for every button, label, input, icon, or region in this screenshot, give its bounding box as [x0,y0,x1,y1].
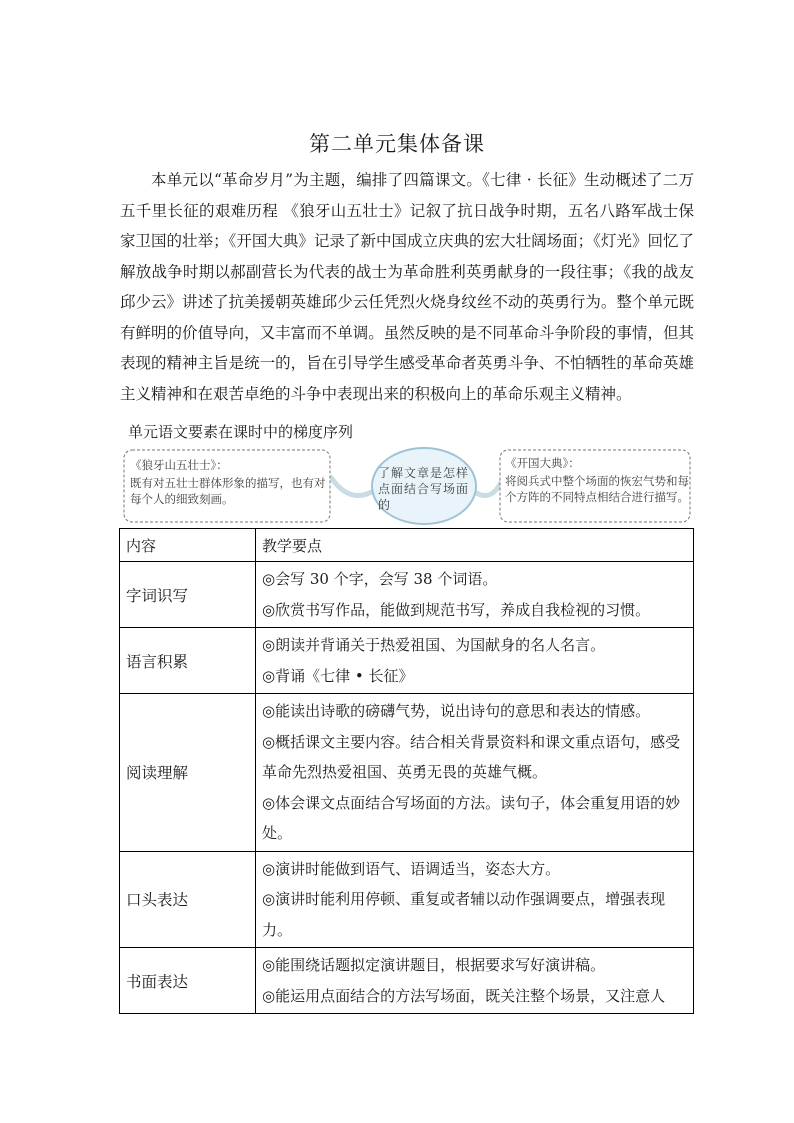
point-item: ◎概括课文主要内容。结合相关背景资料和课文重点语句，感受革命先烈热爱祖国、英勇无畏的英雄气概。 [262,732,681,781]
row-points [256,562,694,628]
table-header-row [120,529,694,562]
point-item: ◎演讲时能利用停顿、重复或者辅以动作强调要点，增强表现力。 [262,890,666,939]
row-points [256,948,694,1014]
center-ellipse-text: 了解文章是怎样点面结合写场面的 [378,466,470,512]
table-row [120,851,694,948]
table-row [120,694,694,852]
teaching-points-table [119,528,694,1014]
left-box-text: 既有对五壮士群体形象的描写，也有对每个人的细致刻画。 [130,476,326,506]
gradient-sequence-diagram [120,446,694,528]
table-row [120,562,694,628]
row-label: 书面表达 [120,948,256,1014]
row-label: 口头表达 [120,851,256,948]
point-item: ◎会写 30 个字，会写 38 个词语。 [262,570,498,588]
right-box [505,455,690,505]
section-subheading: 单元语文要素在课时中的梯度序列 [128,423,354,441]
row-label: 阅读理解 [120,694,256,852]
point-item: ◎能运用点面结合的方法写场面，既关注整个场景，又注意人 [262,986,666,1005]
row-points [256,694,694,852]
left-box-title: 《狼牙山五壮士》： [130,458,228,472]
row-label: 语言积累 [120,628,256,694]
left-box [130,457,328,507]
point-item: ◎能围绕话题拟定演讲题目，根据要求写好演讲稿。 [262,956,606,974]
right-box-title: 《开国大典》： [505,456,580,470]
row-points [256,851,694,948]
point-item: ◎欣赏书写作品，能做到规范书写，养成自我检视的习惯。 [262,600,651,619]
header-teaching-points: 教学要点 [256,529,694,562]
table-row [120,948,694,1014]
row-points [256,628,694,694]
point-item: ◎朗读并背诵关于热爱祖国、为国献身的名人名言。 [262,636,606,654]
point-item: ◎背诵《七律 • 长征》 [262,666,414,685]
table-row [120,628,694,694]
page-title: 第二单元集体备课 [309,132,485,156]
header-content: 内容 [120,529,256,562]
intro-paragraph: 本单元以“革命岁月”为主题，编排了四篇课文。《七律 · 长征》生动概述了二万五千里长征的艰难历程 《狼牙山五壮士》记叙了抗日战争时期，五名八路军战士保家卫国的壮举；《开国大典》记录了新中国成立庆典的宏大壮阔场面；《灯光》回忆了解放战争时期以郝副营长为代表的战士为革命胜利英勇献身的一段往事；《我的战友邱少云》讲述了抗美援朝英雄邱少云任凭烈火烧身纹丝不动的英勇行为。整个单元既有鲜明的价值导向，又丰富而不单调。虽然反映的是不同革命斗争阶段的事情，但其表现的精神主旨是统一的，旨在引导学生感受革命者英勇斗争、不怕牺牲的革命英雄主义精神和在艰苦卓绝的斗争中表现出来的积极向上的革命乐观主义精神。 [120,171,694,403]
point-item: ◎演讲时能做到语气、语调适当，姿态大方。 [262,859,561,878]
point-item: ◎能读出诗歌的磅礴气势，说出诗句的意思和表达的情感。 [262,702,651,720]
right-box-text: 将阅兵式中整个场面的恢宏气势和每个方阵的不同特点相结合进行描写。 [505,474,689,504]
left-connector [330,476,375,496]
row-label: 字词识写 [120,562,256,628]
point-item: ◎体会课文点面结合写场面的方法。读句子，体会重复用语的妙处。 [262,793,681,842]
